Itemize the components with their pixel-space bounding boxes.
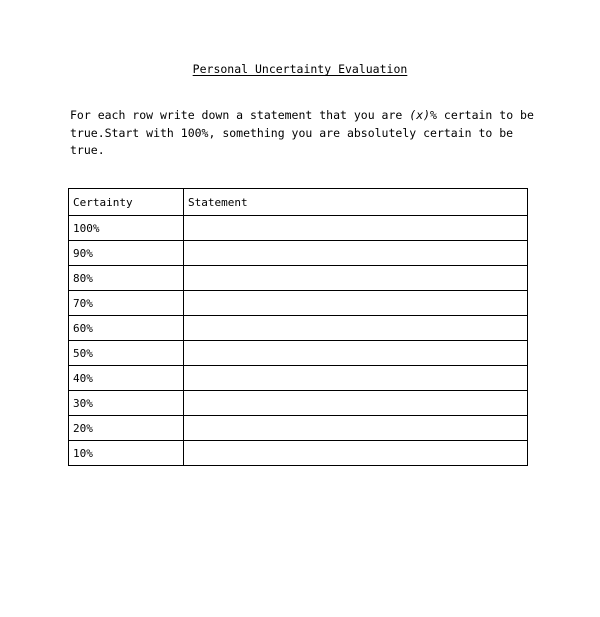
certainty-cell: 100% [69, 216, 184, 241]
certainty-cell: 10% [69, 441, 184, 466]
statement-column-header: Statement [184, 189, 528, 216]
statement-cell[interactable] [184, 391, 528, 416]
statement-cell[interactable] [184, 316, 528, 341]
instructions-text-end: % certain to be true.Start with 100%, something you are absolutely certain to be true. [70, 108, 534, 157]
table-row [69, 441, 528, 466]
certainty-column-header: Certainty [69, 189, 184, 216]
table-row [69, 216, 528, 241]
certainty-cell: 30% [69, 391, 184, 416]
table-row [69, 391, 528, 416]
certainty-cell: 20% [69, 416, 184, 441]
certainty-cell: 90% [69, 241, 184, 266]
statement-cell[interactable] [184, 266, 528, 291]
instructions-variable: (x) [409, 108, 431, 122]
table-row [69, 266, 528, 291]
certainty-table [68, 188, 528, 466]
statement-cell[interactable] [184, 216, 528, 241]
instructions-paragraph [70, 107, 540, 160]
certainty-cell: 40% [69, 366, 184, 391]
statement-cell[interactable] [184, 441, 528, 466]
statement-cell[interactable] [184, 416, 528, 441]
instructions-text-start: For each row write down a statement that you are [70, 108, 410, 122]
statement-cell[interactable] [184, 241, 528, 266]
certainty-cell: 60% [69, 316, 184, 341]
statement-cell[interactable] [184, 366, 528, 391]
table-row [69, 416, 528, 441]
statement-cell[interactable] [184, 291, 528, 316]
table-row [69, 241, 528, 266]
certainty-cell: 80% [69, 266, 184, 291]
table-row [69, 341, 528, 366]
certainty-cell: 50% [69, 341, 184, 366]
table-row [69, 366, 528, 391]
table-row [69, 291, 528, 316]
page-title: Personal Uncertainty Evaluation [192, 62, 408, 76]
table-header-row [69, 189, 528, 216]
table-row [69, 316, 528, 341]
statement-cell[interactable] [184, 341, 528, 366]
certainty-cell: 70% [69, 291, 184, 316]
